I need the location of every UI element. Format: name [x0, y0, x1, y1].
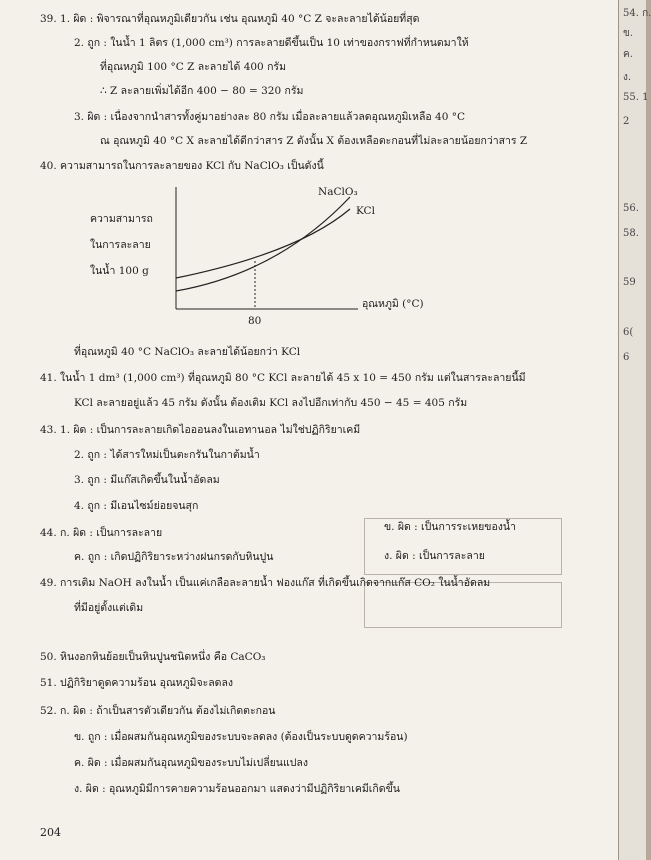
answer-52-a: 52. ก. ผิด : ถ้าเป็นสารตัวเดียวกัน ต้องไม่เกิดตะกอน	[40, 705, 276, 717]
x-axis-label: อุณหภูมิ (°C)	[362, 298, 424, 310]
naclo3-series-label: NaClO₃	[318, 186, 358, 198]
answer-39-1: 39. 1. ผิด : พิจารณาที่อุณหภูมิเดียวกัน เช่น อุณหภูมิ 40 °C Z จะละลายได้น้อยที่สุด	[40, 13, 420, 25]
edge-text: ง.	[623, 72, 632, 83]
answer-52-c: ค. ผิด : เมื่อผสมกันอุณหภูมิของระบบไม่เปลี่ยนแปลง	[74, 757, 308, 769]
edge-text: 59	[623, 277, 636, 288]
answer-41: 41. ในน้ำ 1 dm³ (1,000 cm³) ที่อุณหภูมิ 80 °C KCl ละลายได้ 45 x 10 = 450 กรัม แต่ในสารละลายนี้มี	[40, 372, 526, 384]
edge-text: ข.	[623, 28, 634, 39]
edge-text: 6	[623, 352, 630, 363]
answer-50: 50. หินงอกหินย้อยเป็นหินปูนชนิดหนึ่ง คือ CaCO₃	[40, 651, 266, 663]
answer-39-2: 2. ถูก : ในน้ำ 1 ลิตร (1,000 cm³) การละลายดีขึ้นเป็น 10 เท่าของกราฟที่กำหนดมาให้	[74, 37, 469, 49]
answer-44-b: ข. ผิด : เป็นการระเหยของน้ำ	[384, 521, 516, 533]
answer-43-4: 4. ถูก : มีเอนไซม์ย่อยจนสุก	[74, 500, 199, 512]
answer-39-3-cont: ณ อุณหภูมิ 40 °C X ละลายได้ดีกว่าสาร Z ดังนั้น X ต้องเหลือตะกอนที่ไม่ละลายน้อยกว่าสาร Z	[100, 135, 528, 147]
kcl-series-label: KCl	[356, 205, 375, 217]
answer-43-3: 3. ถูก : มีแก๊สเกิดขึ้นในน้ำอัดลม	[74, 474, 220, 486]
answer-43-2: 2. ถูก : ได้สารใหม่เป็นตะกรันในกาต้มน้ำ	[74, 449, 260, 461]
edge-text: 6(	[623, 327, 634, 338]
y-axis-label-3: ในน้ำ 100 g	[90, 265, 149, 277]
y-axis-label-2: ในการละลาย	[90, 239, 151, 251]
x-tick-80: 80	[248, 315, 262, 327]
answer-52-d: ง. ผิด : อุณหภูมิมีการคายความร้อนออกมา แสดงว่ามีปฏิกิริยาเคมีเกิดขึ้น	[74, 783, 400, 795]
answer-41-cont: KCl ละลายอยู่แล้ว 45 กรัม ดังนั้น ต้องเติม KCl ลงไปอีกเท่ากับ 450 − 45 = 405 กรัม	[74, 397, 468, 409]
answer-39-2-detail: ที่อุณหภูมิ 100 °C Z ละลายได้ 400 กรัม	[100, 61, 286, 73]
kcl-curve	[176, 209, 350, 278]
page-number: 204	[40, 826, 61, 839]
answer-39-2-calc: ∴ Z ละลายเพิ่มได้อีก 400 − 80 = 320 กรัม	[100, 85, 304, 97]
answer-43-1: 43. 1. ผิด : เป็นการละลายเกิดไอออนลงในเอทานอล ไม่ใช่ปฏิกิริยาเคมี	[40, 424, 361, 436]
answer-49: 49. การเติม NaOH ลงในน้ำ เป็นแค่เกลือละลายน้ำ ฟองแก๊ส ที่เกิดขึ้นเกิดจากแก๊ส CO₂ ในน้ำอัดลม	[40, 577, 491, 589]
answer-40-conclusion: ที่อุณหภูมิ 40 °C NaClO₃ ละลายได้น้อยกว่า KCl	[74, 346, 301, 358]
edge-text: ค.	[623, 49, 633, 60]
answer-44-a: 44. ก. ผิด : เป็นการละลาย	[40, 527, 163, 539]
next-page-edge	[618, 0, 651, 860]
answer-40: 40. ความสามารถในการละลายของ KCl กับ NaClO₃ เป็นดังนี้	[40, 160, 324, 172]
edge-text: 55. 1	[623, 92, 649, 103]
answer-44-d: ง. ผิด : เป็นการละลาย	[384, 550, 485, 562]
edge-text: 56.	[623, 203, 639, 214]
answer-39-3: 3. ผิด : เนื่องจากนำสารทั้งคู่มาอย่างละ 80 กรัม เมื่อละลายแล้วลดอุณหภูมิเหลือ 40 °C	[74, 111, 466, 123]
answer-51: 51. ปฏิกิริยาดูดความร้อน อุณหภูมิจะลดลง	[40, 677, 234, 689]
edge-text: 58.	[623, 228, 639, 239]
edge-text: 2	[623, 116, 630, 127]
answer-52-b: ข. ถูก : เมื่อผสมกันอุณหภูมิของระบบจะลดลง (ต้องเป็นระบบดูดความร้อน)	[74, 731, 408, 743]
answer-49-cont: ที่มีอยู่ตั้งแต่เดิม	[74, 602, 144, 614]
naclo3-curve	[176, 197, 350, 291]
y-axis-label-1: ความสามารถ	[90, 213, 153, 225]
solubility-graph	[88, 183, 424, 331]
edge-text: 54. ก.	[623, 8, 651, 19]
answer-44-c: ค. ถูก : เกิดปฏิกิริยาระหว่างฝนกรดกับหินปูน	[74, 551, 274, 563]
